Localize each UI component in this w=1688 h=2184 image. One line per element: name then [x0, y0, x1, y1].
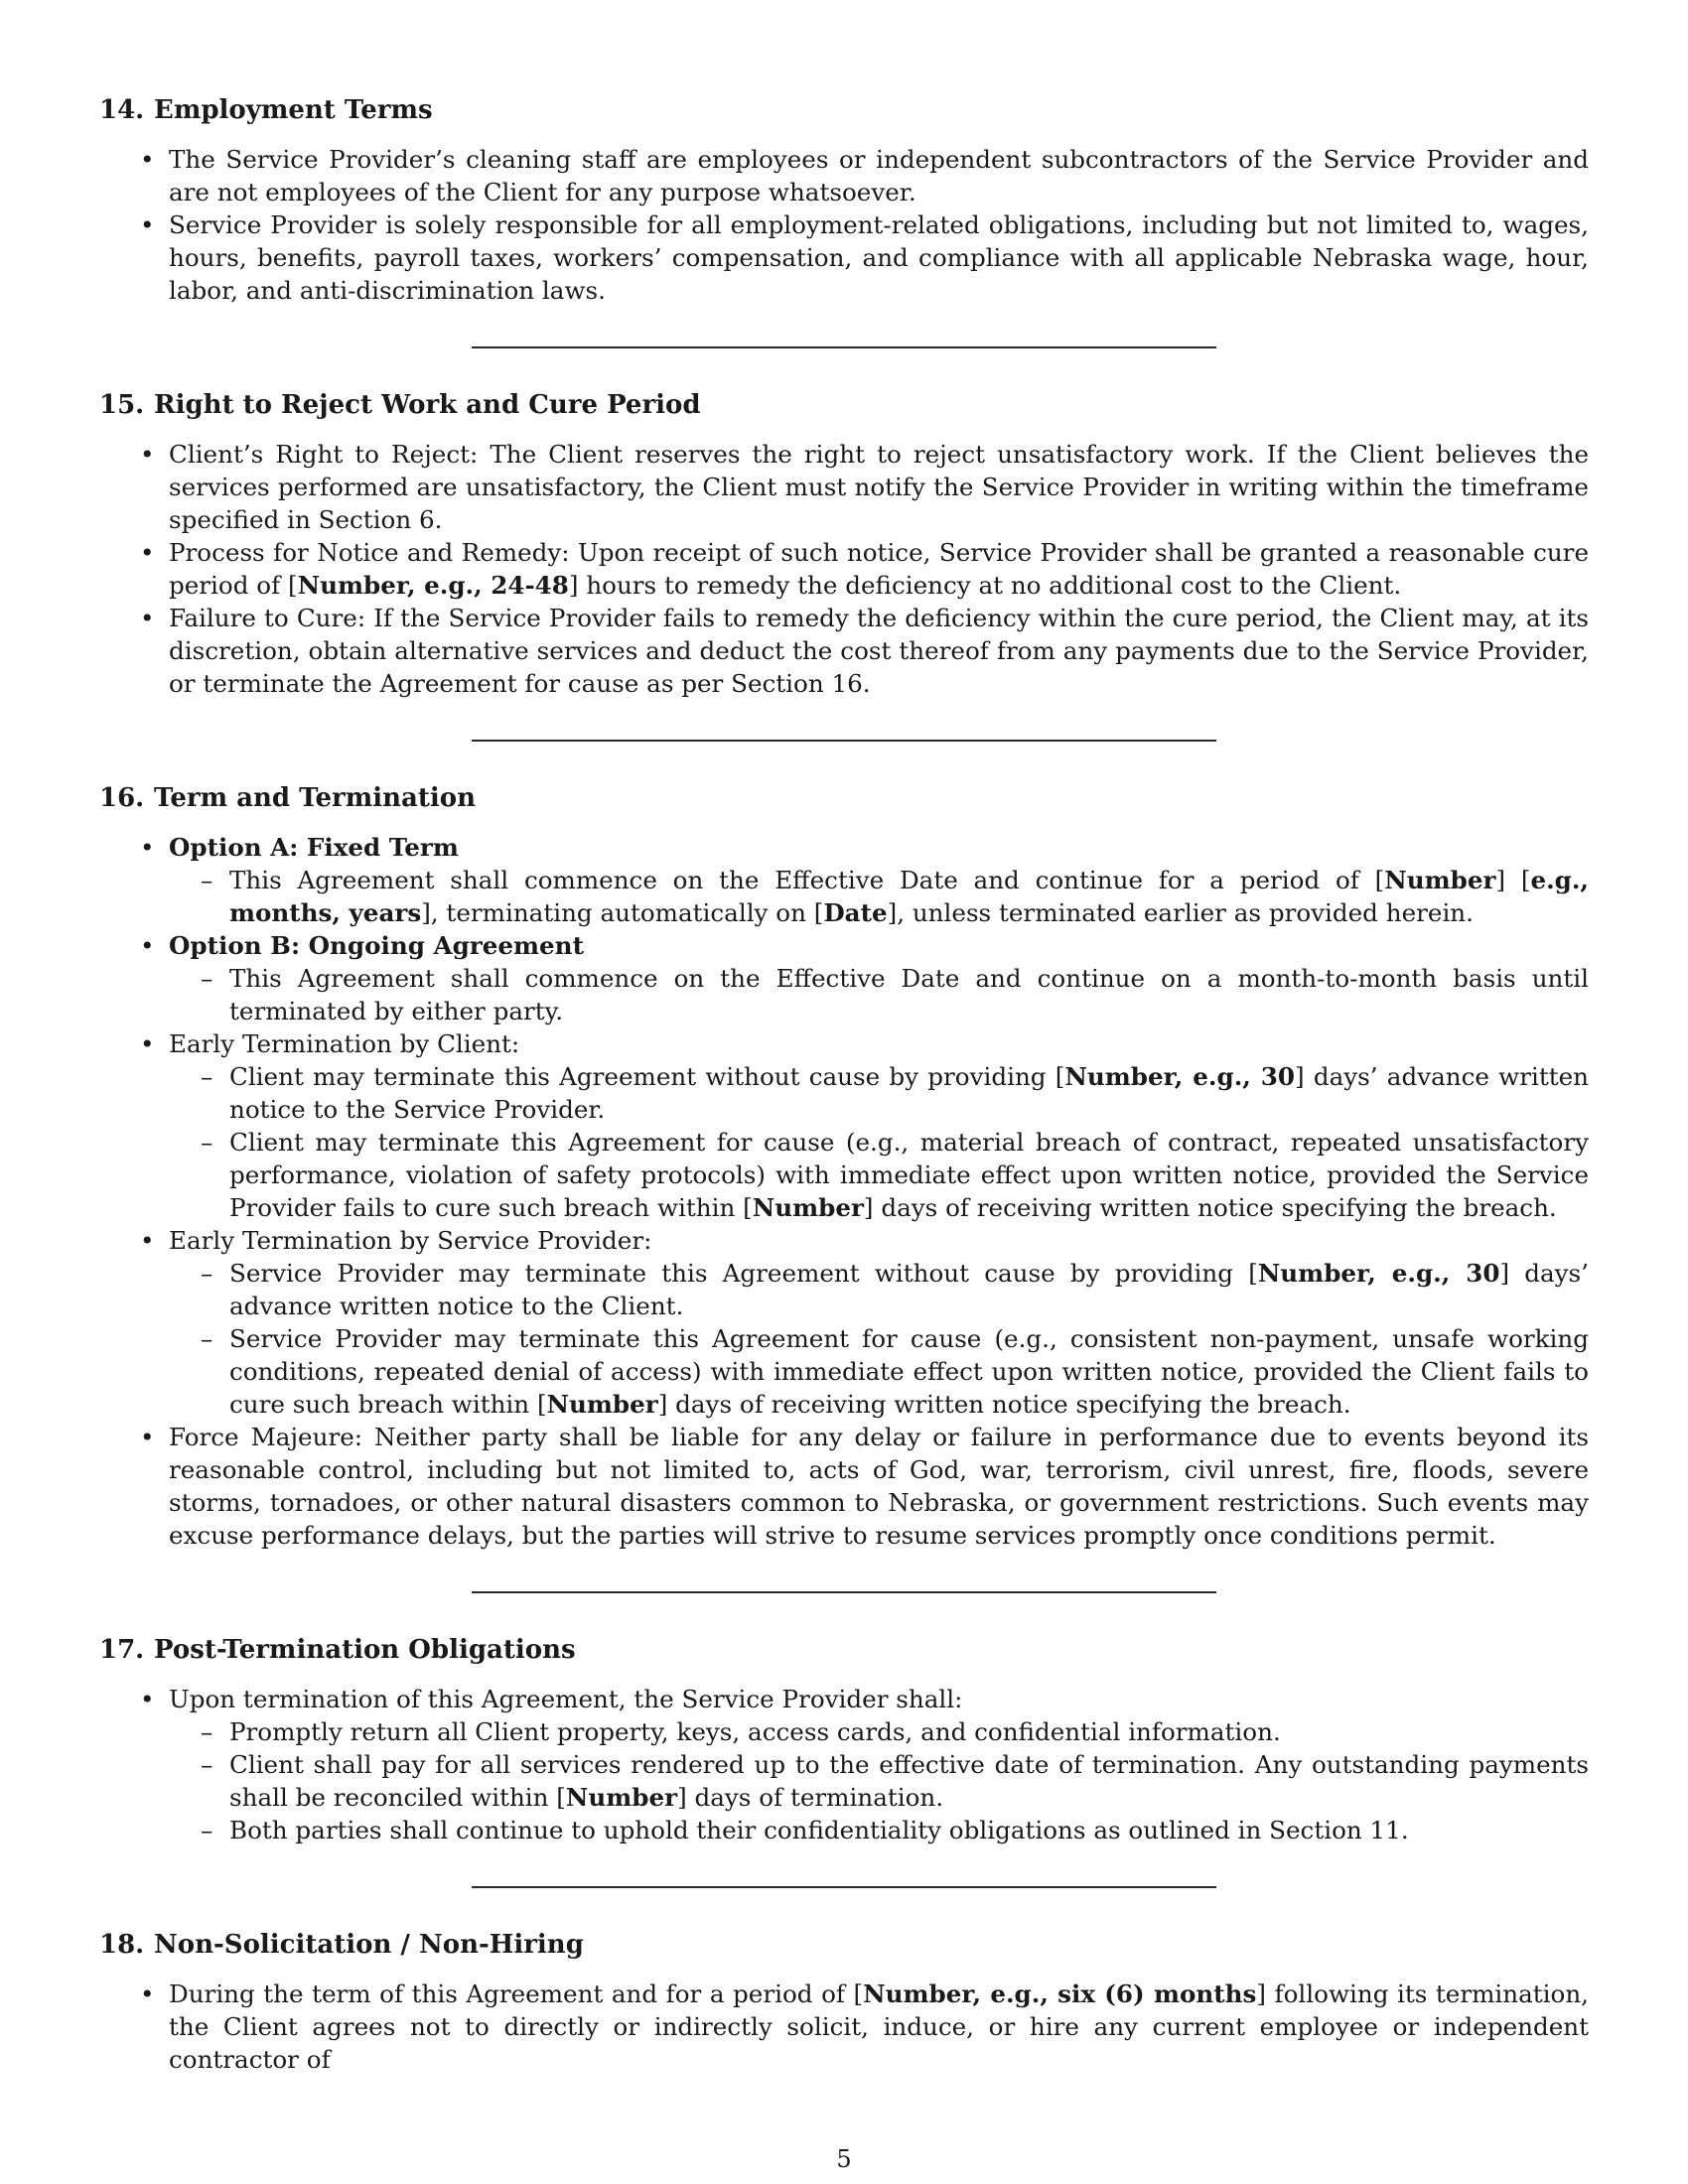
section-16-term-and-termination [99, 781, 1589, 1552]
sub-list-item: – Both parties shall continue to uphold their confidentiality obligations as outlined in Section 11. [229, 1814, 1589, 1846]
section-divider [472, 1886, 1216, 1888]
text-run: ] following its termination, the Client agrees not to directly or indirectly solicit, induce, or hire any current employee or independent contractor of [169, 1979, 1589, 2074]
text-run: ] days’ advance written notice to the Client. [229, 1259, 1590, 1320]
sub-list [169, 1715, 1589, 1846]
list-item-force-majeure: • Force Majeure: Neither party shall be liable for any delay or failure in performance due to events beyond its reasonable control, including but not limited to, acts of God, war, terrorism, civil unrest, fire, floods, severe storms, tornadoes, or other natural disasters common to Nebraska, or government restrictions. Such events may excuse performance delays, but the parties will strive to resume services promptly once conditions permit. [169, 1421, 1589, 1552]
bullet-list [99, 1978, 1589, 2076]
text-run: During the term of this Agreement and for a period of [ [169, 1979, 864, 2008]
sub-list-item [229, 1748, 1589, 1814]
placeholder-field: Number [752, 1193, 864, 1222]
placeholder-field: e.g., months, years [229, 866, 1589, 927]
text-run: ] days of receiving written notice specifying the breach. [863, 1193, 1557, 1222]
list-item-option-a [169, 831, 1589, 929]
text-run: ], unless terminated earlier as provided herein. [887, 898, 1474, 927]
text-run: Service Provider may terminate this Agreement for cause (e.g., consistent non-payment, unsafe working conditions, repeated denial of access) with immediate effect upon written notice, provided the Client fails to cure such breach within [ [229, 1324, 1589, 1419]
list-item-option-b [169, 929, 1589, 1027]
sub-list-item [229, 1322, 1589, 1421]
section-heading [99, 1928, 1589, 1962]
text-run: ] [ [1495, 866, 1531, 894]
bullet-list [99, 1683, 1589, 1846]
section-number: 18. [99, 1930, 145, 1960]
list-item [169, 1683, 1589, 1846]
text-run: ] days’ advance written notice to the Service Provider. [229, 1062, 1589, 1124]
section-number: 15. [99, 390, 145, 420]
sub-list [169, 1257, 1589, 1421]
section-title: Right to Reject Work and Cure Period [154, 390, 701, 420]
list-item [169, 1978, 1589, 2076]
list-item [169, 536, 1589, 602]
sub-list [169, 864, 1589, 929]
sub-list-item: – Promptly return all Client property, keys, access cards, and confidential information. [229, 1715, 1589, 1748]
list-item: • Client’s Right to Reject: The Client reserves the right to reject unsatisfactory work. If the Client believes the services performed are unsatisfactory, the Client must notify the Service Provider in writing within the timeframe specified in Section 6. [169, 438, 1589, 536]
placeholder-field: Date [823, 898, 888, 927]
section-number: 17. [99, 1635, 145, 1665]
section-divider [472, 740, 1216, 742]
text-run: ] hours to remedy the deficiency at no additional cost to the Client. [568, 571, 1402, 600]
text-run: ] days of termination. [677, 1783, 944, 1812]
placeholder-field: Number [546, 1390, 658, 1419]
list-item-client-termination [169, 1027, 1589, 1224]
list-item-label: Upon termination of this Agreement, the Service Provider shall: [169, 1685, 963, 1713]
section-18-non-solicitation [99, 1928, 1589, 2076]
text-run: ], terminating automatically on [ [421, 898, 824, 927]
list-item-label: Early Termination by Client: [169, 1029, 520, 1058]
section-number: 14. [99, 95, 145, 125]
section-14-employment-terms [99, 93, 1589, 307]
bullet-list [99, 438, 1589, 700]
sub-list-item [229, 1060, 1589, 1126]
section-heading [99, 388, 1589, 422]
option-a-label: Option A: Fixed Term [169, 833, 459, 862]
bullet-list [99, 143, 1589, 307]
section-15-right-to-reject [99, 388, 1589, 700]
text-run: Client shall pay for all services rendered up to the effective date of termination. Any outstanding payments shall be reconciled within [ [229, 1750, 1589, 1812]
section-heading [99, 1633, 1589, 1667]
sub-list [169, 962, 1589, 1027]
sub-list [169, 1060, 1589, 1224]
list-item: • Service Provider is solely responsible for all employment-related obligations, including but not limited to, wages, hours, benefits, payroll taxes, workers’ compensation, and compliance with all applicable Nebraska wage, hour, labor, and anti-discrimination laws. [169, 208, 1589, 307]
list-item: • Failure to Cure: If the Service Provider fails to remedy the deficiency within the cure period, the Client may, at its discretion, obtain alternative services and deduct the cost thereof from any payments due to the Service Provider, or terminate the Agreement for cause as per Section 16. [169, 602, 1589, 700]
placeholder-field: Number, e.g., 24-48 [297, 571, 569, 600]
placeholder-field: Number, e.g., 30 [1257, 1259, 1500, 1288]
section-title: Employment Terms [154, 95, 433, 125]
list-item: • The Service Provider’s cleaning staff are employees or independent subcontractors of the Service Provider and are not employees of the Client for any purpose whatsoever. [169, 143, 1589, 208]
section-title: Term and Termination [154, 783, 477, 813]
text-run: This Agreement shall commence on the Effective Date and continue for a period of [ [229, 866, 1385, 894]
text-run: Client may terminate this Agreement without cause by providing [ [229, 1062, 1065, 1091]
section-divider [472, 346, 1216, 348]
section-17-post-termination [99, 1633, 1589, 1846]
list-item-provider-termination [169, 1224, 1589, 1421]
placeholder-field: Number, e.g., six (6) months [863, 1979, 1257, 2008]
sub-list-item [229, 1126, 1589, 1224]
placeholder-field: Number [565, 1783, 678, 1812]
text-run: Process for Notice and Remedy: Upon receipt of such notice, Service Provider shall be granted a reasonable cure period of [ [169, 538, 1589, 600]
option-b-label: Option B: Ongoing Agreement [169, 931, 584, 960]
text-run: Service Provider may terminate this Agreement without cause by providing [ [229, 1259, 1258, 1288]
placeholder-field: Number, e.g., 30 [1064, 1062, 1296, 1091]
section-heading [99, 93, 1589, 127]
sub-list-item: – This Agreement shall commence on the Effective Date and continue on a month-to-month basis until terminated by either party. [229, 962, 1589, 1027]
placeholder-field: Number [1384, 866, 1496, 894]
section-heading [99, 781, 1589, 815]
text-run: Client may terminate this Agreement for cause (e.g., material breach of contract, repeated unsatisfactory performance, violation of safety protocols) with immediate effect upon written notice, provided the Service Provider fails to cure such breach within [ [229, 1128, 1589, 1222]
bullet-list [99, 831, 1589, 1552]
sub-list-item [229, 1257, 1589, 1322]
section-divider [472, 1591, 1216, 1593]
page-number: 5 [836, 2145, 852, 2173]
text-run: ] days of receiving written notice specifying the breach. [657, 1390, 1351, 1419]
section-number: 16. [99, 783, 145, 813]
section-title: Non-Solicitation / Non-Hiring [154, 1930, 584, 1960]
sub-list-item [229, 864, 1589, 929]
list-item-label: Early Termination by Service Provider: [169, 1226, 652, 1255]
section-title: Post-Termination Obligations [154, 1635, 576, 1665]
